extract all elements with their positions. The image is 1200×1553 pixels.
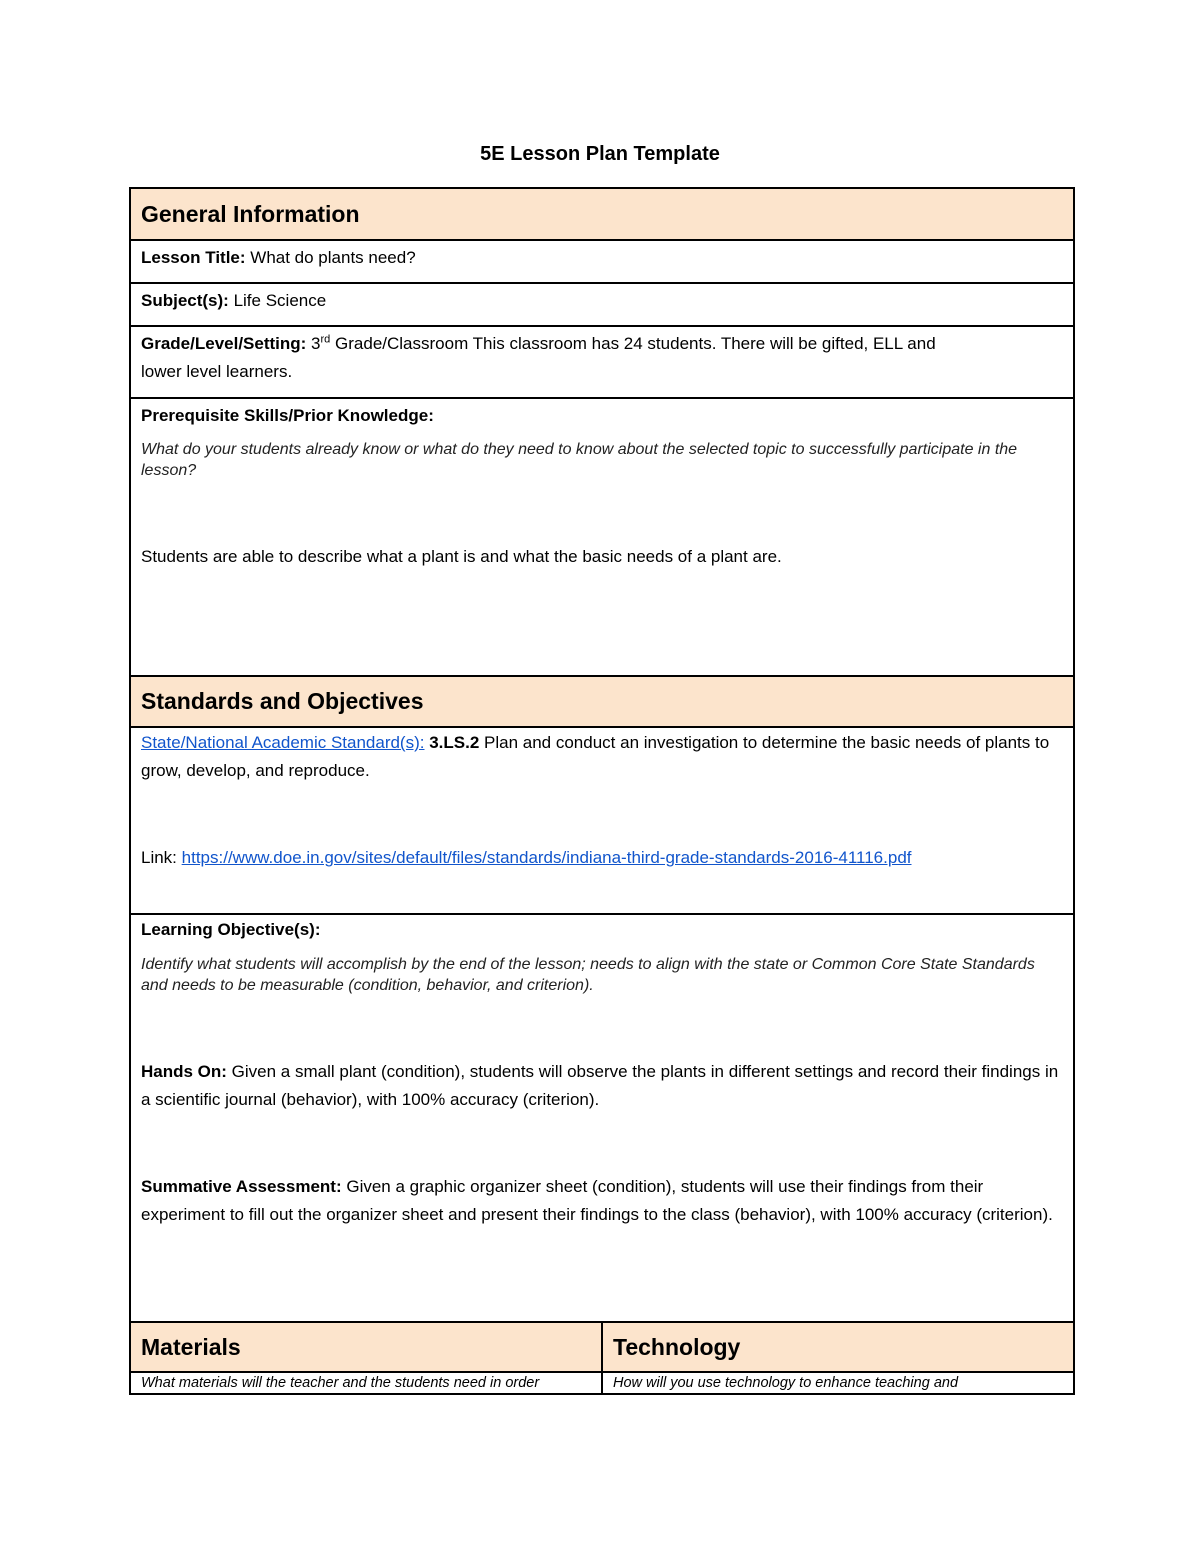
technology-prompt: How will you use technology to enhance teaching and xyxy=(613,1375,959,1391)
link-label: Link: xyxy=(141,848,182,867)
grade-label: Grade/Level/Setting: xyxy=(141,334,307,353)
materials-header-cell xyxy=(131,1323,603,1371)
lesson-title-value: What do plants need? xyxy=(245,248,416,267)
technology-heading: Technology xyxy=(613,1333,741,1360)
subject-label: Subject(s): xyxy=(141,291,229,310)
subject-value: Life Science xyxy=(228,291,327,310)
grade-number: 3 xyxy=(306,334,321,353)
hands-on-text: Given a small plant (condition), students will observe the plants in different settings and record their findings in a scientific journal (behavior), with 100% accuracy (criterion). xyxy=(141,1062,1059,1109)
standards-objectives-heading: Standards and Objectives xyxy=(141,688,424,714)
learning-objective-label: Learning Objective(s): xyxy=(141,920,321,939)
standards-url[interactable]: https://www.doe.in.gov/sites/default/files/standards/indiana-third-grade-standards-2016-41116.pdf xyxy=(181,848,912,867)
summative-assessment-objective xyxy=(141,1173,1063,1229)
general-information-header xyxy=(131,189,1073,239)
summative-text: Given a graphic organizer sheet (condition), students will use their findings from their experiment to fill out the organizer sheet and present their findings to the class (behavior), with 100% accuracy (criterion). xyxy=(141,1177,1053,1224)
materials-heading: Materials xyxy=(141,1333,241,1360)
materials-technology-header xyxy=(131,1321,1073,1371)
grade-superscript: rd xyxy=(320,333,331,346)
grade-level-row xyxy=(131,325,1073,397)
hands-on-objective xyxy=(141,1058,1063,1114)
lesson-title-row xyxy=(131,239,1073,282)
prerequisite-row xyxy=(131,397,1073,675)
summative-label: Summative Assessment: xyxy=(141,1177,342,1196)
standard-code: 3.LS.2 xyxy=(424,733,480,752)
materials-technology-row xyxy=(131,1371,1073,1393)
grade-value-line1: Grade/Classroom This classroom has 24 students. There will be gifted, ELL and xyxy=(330,334,936,353)
prerequisite-label: Prerequisite Skills/Prior Knowledge: xyxy=(141,406,434,425)
prerequisite-answer: Students are able to describe what a plant is and what the basic needs of a plant are. xyxy=(141,547,782,566)
general-information-heading: General Information xyxy=(141,200,360,227)
materials-prompt: What materials will the teacher and the students need in order xyxy=(131,1373,603,1393)
standard-text: Plan and conduct an investigation to determine the basic needs of plants to grow, develop, and reproduce. xyxy=(141,733,1050,780)
standards-link[interactable]: State/National Academic Standard(s): xyxy=(141,733,425,752)
document-title: 5E Lesson Plan Template xyxy=(480,143,720,165)
standards-objectives-header xyxy=(131,675,1073,726)
learning-objective-prompt: Identify what students will accomplish by the end of the lesson; needs to align with the state or Common Core State Standards and needs to be measurable (condition, behavior, and criterion). xyxy=(141,956,1035,994)
hands-on-label: Hands On: xyxy=(141,1062,227,1081)
learning-objectives-row xyxy=(131,913,1073,1321)
technology-header-cell xyxy=(603,1323,1073,1371)
subject-row xyxy=(131,282,1073,325)
lesson-plan-table xyxy=(129,187,1075,1395)
prerequisite-prompt: What do your students already know or what do they need to know about the selected topic to successfully participate in the lesson? xyxy=(141,441,1018,479)
grade-value-line2: lower level learners. xyxy=(141,362,293,381)
lesson-title-label: Lesson Title: xyxy=(141,248,246,267)
standards-row xyxy=(131,726,1073,913)
